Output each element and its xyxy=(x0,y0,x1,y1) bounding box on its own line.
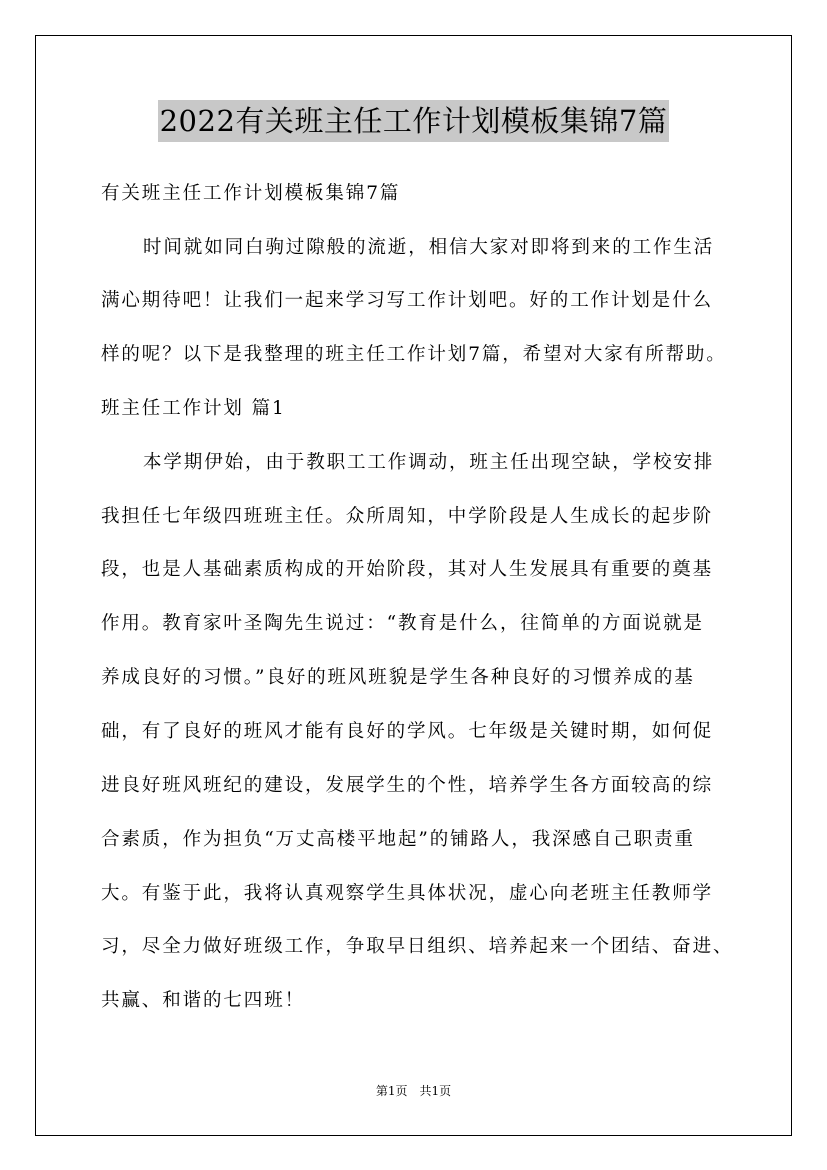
body-line: 我担任七年级四班班主任。众所周知，中学阶段是人生成长的起步阶 xyxy=(101,506,714,527)
body-line: 作用。教育家叶圣陶先生说过：“教育是什么，往简单的方面说就是 xyxy=(101,613,704,634)
section-heading: 班主任工作计划 篇1 xyxy=(101,398,286,419)
body-line: 养成良好的习惯。”良好的班风班貌是学生各种良好的习惯养成的基 xyxy=(101,667,695,688)
body-line: 大。有鉴于此，我将认真观察学生具体状况，虚心向老班主任教师学 xyxy=(101,883,714,904)
body-line: 段，也是人基础素质构成的开始阶段，其对人生发展具有重要的奠基 xyxy=(101,559,714,580)
body-line: 习，尽全力做好班级工作，争取早日组织、培养起来一个团结、奋进、 xyxy=(101,936,734,957)
intro-line: 时间就如同白驹过隙般的流逝，相信大家对即将到来的工作生活 xyxy=(143,237,715,258)
page-total: 共1页 xyxy=(419,1084,452,1098)
page-number: 第1页 xyxy=(375,1084,408,1098)
title-block xyxy=(0,100,827,142)
document-title: 2022有关班主任工作计划模板集锦7篇 xyxy=(158,100,670,142)
body-line: 合素质，作为担负“万丈高楼平地起”的铺路人，我深感自己职责重 xyxy=(101,829,695,850)
intro-line: 样的呢？以下是我整理的班主任工作计划7篇，希望对大家有所帮助。 xyxy=(101,344,727,365)
page-footer xyxy=(0,1083,827,1099)
body-line: 共赢、和谐的七四班！ xyxy=(101,990,306,1011)
body-line: 本学期伊始，由于教职工工作调动，班主任出现空缺，学校安排 xyxy=(143,452,715,473)
intro-line: 满心期待吧！让我们一起来学习写工作计划吧。好的工作计划是什么 xyxy=(101,290,714,311)
body-line: 础，有了良好的班风才能有良好的学风。七年级是关键时期，如何促 xyxy=(101,721,714,742)
document-subtitle: 有关班主任工作计划模板集锦7篇 xyxy=(101,183,401,204)
body-line: 进良好班风班纪的建设，发展学生的个性，培养学生各方面较高的综 xyxy=(101,775,714,796)
